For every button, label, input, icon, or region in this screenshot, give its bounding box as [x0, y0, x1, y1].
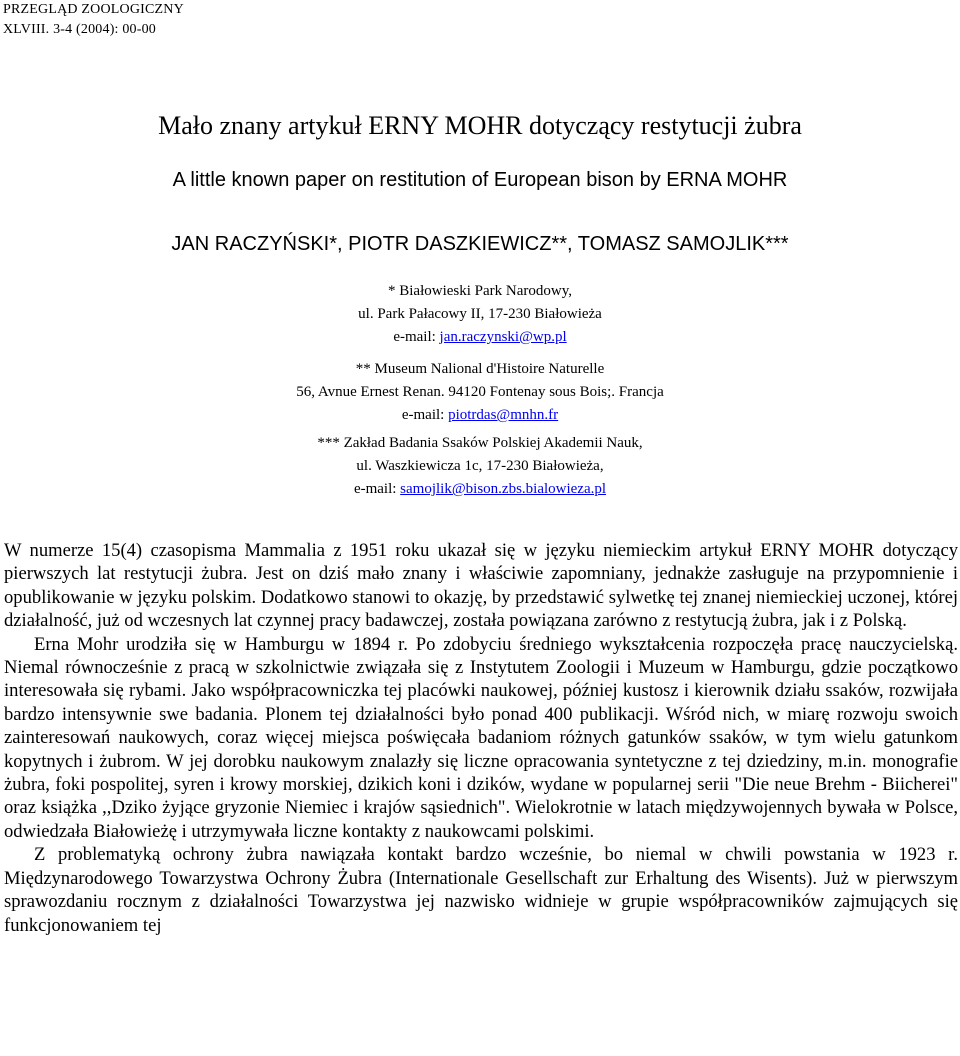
journal-header	[3, 0, 184, 40]
affiliation-email-line	[0, 478, 960, 501]
email-label: e-mail:	[393, 329, 440, 345]
affiliation-address: ul. Waszkiewicza 1c, 17-230 Białowieża,	[356, 458, 604, 474]
title-polish: Mało znany artykuł ERNY MOHR dotyczący restytucji żubra	[158, 111, 802, 140]
paragraph-2: Erna Mohr urodziła się w Hamburgu w 1894 r. Po zdobyciu średniego wykształcenia rozpoczęła pracę nauczycielską. Niemal równocześnie z pracą w szkolnictwie związała się z Instytutem Zoologii i Muzeum w Hamburgu, gdzie początkowo interesowała się rybami. Jako współpracowniczka tej placówki naukowej, później kustosz i kierownik działu ssaków, rozwijała bardzo intensywnie swe badania. Plonem tej działalności było ponad 400 publikacji. Wśród nich, w miarę rozwoju swoich zainteresowań naukowych, coraz więcej miejsca poświęcała badaniom różnych gatunków ssaków, w tym wielu gatunkom kopytnych i żubrom. W jej dorobku naukowym znalazły się liczne opracowania syntetyczne z tej dziedziny, m.in. monografie żubra, foki pospolitej, syren i krowy morskiej, dzikich koni i dzików, wydane w popularnej serii "Die neue Brehm - Biicherei" oraz książka ,,Dziko żyjące gryzonie Niemiec i krajów sąsiednich". Wielokrotnie w latach międzywojennych bywała w Polsce, odwiedzała Białowieżę i utrzymywała liczne kontakty z naukowcami polskimi.	[4, 633, 958, 842]
email-link[interactable]: jan.raczynski@wp.pl	[439, 329, 567, 345]
affiliation-2	[0, 358, 960, 427]
affiliation-email-line	[0, 326, 960, 349]
affiliation-line: *** Zakład Badania Ssaków Polskiej Akademii Nauk,	[317, 435, 643, 451]
affiliation-1	[0, 280, 960, 349]
paragraph-3: Z problematyką ochrony żubra nawiązała kontakt bardzo wcześnie, bo niemal w chwili powstania w 1923 r. Międzynarodowego Towarzystwa Ochrony Żubra (Internationale Gesellschaft zur Erhaltung des Wisents). Już w pierwszym sprawozdaniu rocznym z działalności Towarzystwa jej nazwisko widnieje w grupie współpracowników zajmujących się funkcjonowaniem tej	[4, 844, 958, 936]
journal-name: PRZEGLĄD ZOOLOGICZNY	[3, 2, 184, 17]
journal-issue: XLVIII. 3-4 (2004): 00-00	[3, 22, 157, 37]
email-link[interactable]: piotrdas@mnhn.fr	[448, 407, 559, 423]
paragraph-1: W numerze 15(4) czasopisma Mammalia z 1951 roku ukazał się w języku niemieckim artykuł ERNY MOHR dotyczący pierwszych lat restytucji żubra. Jest on dziś mało znany i właściwie zapomniany, jednakże zasługuje na przypomnienie i opublikowanie w języku polskim. Dodatkowo stanowi to okazję, by przedstawić sylwetkę tej znanej niemieckiej uczonej, której działalność, już od wczesnych lat czynnej pracy badawczej, została powiązana zarówno z restytucją żubra, jak i z Polską.	[4, 540, 958, 632]
affiliation-email-line	[0, 404, 960, 427]
affiliation-address: ul. Park Pałacowy II, 17-230 Białowieża	[358, 306, 602, 322]
affiliation-3	[0, 432, 960, 501]
authors: JAN RACZYŃSKI*, PIOTR DASZKIEWICZ**, TOMASZ SAMOJLIK***	[171, 233, 789, 255]
email-label: e-mail:	[401, 407, 449, 423]
affiliation-address: 56, Avnue Ernest Renan. 94120 Fontenay sous Bois;. Francja	[296, 384, 664, 400]
affiliation-line: ** Museum Nalional d'Histoire Naturelle	[355, 361, 605, 377]
article-body	[4, 539, 958, 937]
email-label: e-mail:	[353, 481, 401, 497]
title-english: A little known paper on restitution of European bison by ERNA MOHR	[172, 169, 788, 191]
email-link[interactable]: samojlik@bison.zbs.bialowieza.pl	[400, 481, 607, 497]
affiliation-line: * Białowieski Park Narodowy,	[388, 283, 572, 299]
